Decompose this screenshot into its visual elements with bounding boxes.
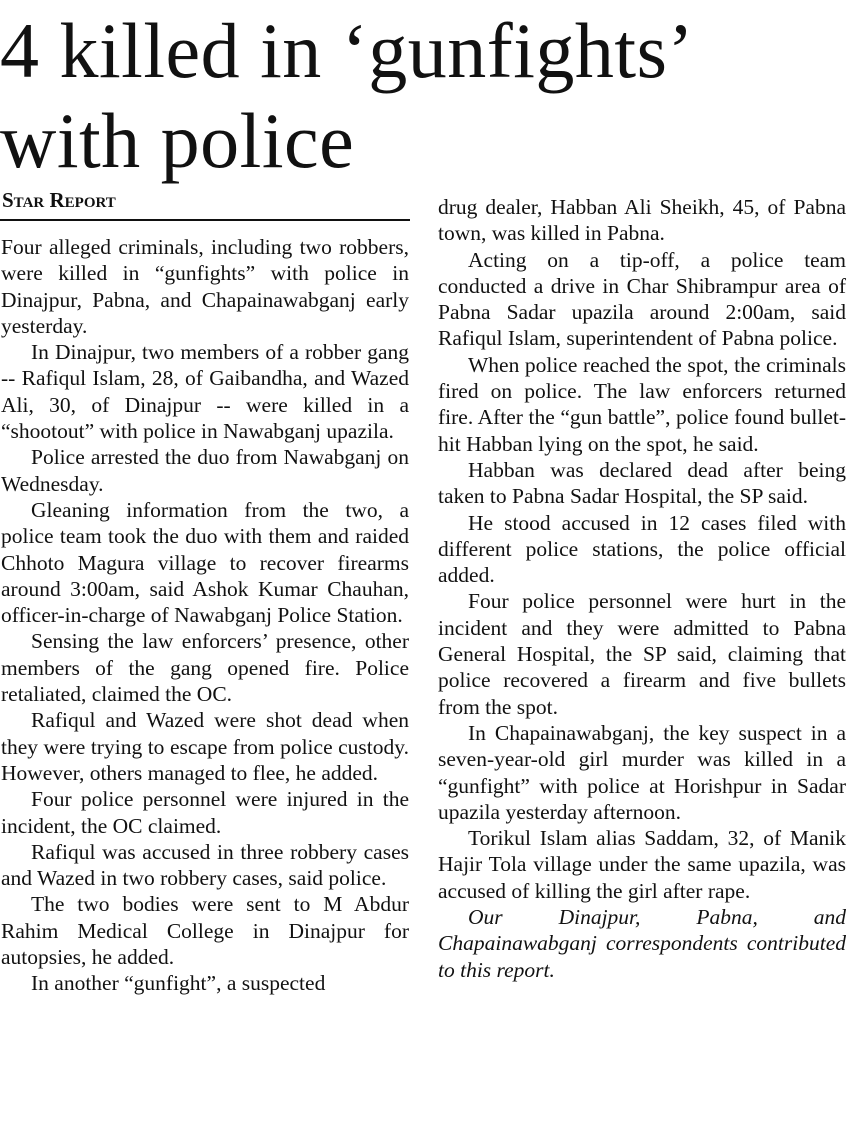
byline: Star Report <box>2 188 116 212</box>
paragraph: Four police personnel were injured in the incident, the OC claimed. <box>1 787 409 838</box>
contributor-credit: Our Dinajpur, Pabna, and Chapainawabganj correspondents contributed to this report. <box>438 905 846 982</box>
paragraph: When police reached the spot, the criminals fired on police. The law enforcers returned fire. After the “gun battle”, police found bullet-hit Habban lying on the spot, he said. <box>438 352 846 456</box>
paragraph: The two bodies were sent to M Abdur Rahim Medical College in Dinajpur for autopsies, he added. <box>1 892 409 970</box>
byline-rule <box>0 219 410 221</box>
paragraph: Gleaning information from the two, a police team took the duo with them and raided Chhoto Magura village to recover firearms around 3:00am, said Ashok Kumar Chauhan, officer-in-charge of Nawabganj Police Station. <box>1 497 409 628</box>
article-column-left <box>1 234 409 997</box>
paragraph: Four alleged criminals, including two robbers, were killed in “gunfights” with police in Dinajpur, Pabna, and Chapainawabganj early yesterday. <box>1 235 409 338</box>
paragraph-continued: drug dealer, Habban Ali Sheikh, 45, of Pabna town, was killed in Pabna. <box>438 195 846 246</box>
headline-line-2: with police <box>0 97 355 184</box>
paragraph: Habban was declared dead after being taken to Pabna Sadar Hospital, the SP said. <box>438 457 846 509</box>
article-column-right <box>438 194 846 983</box>
paragraph: Rafiqul was accused in three robbery cases and Wazed in two robbery cases, said police. <box>1 839 409 891</box>
paragraph: In Chapainawabganj, the key suspect in a seven-year-old girl murder was killed in a “gunfight” with police at Horishpur in Sadar upazila yesterday afternoon. <box>438 720 846 824</box>
paragraph: Police arrested the duo from Nawabganj on Wednesday. <box>1 445 409 496</box>
paragraph: Four police personnel were hurt in the incident and they were admitted to Pabna General Hospital, the SP said, claiming that police recovered a firearm and five bullets from the spot. <box>438 589 846 719</box>
paragraph: In Dinajpur, two members of a robber gang -- Rafiqul Islam, 28, of Gaibandha, and Wazed Ali, 30, of Dinajpur -- were killed in a “shootout” with police in Nawabganj upazila. <box>1 340 409 444</box>
paragraph: Acting on a tip-off, a police team conducted a drive in Char Shibrampur area of Pabna Sadar upazila around 2:00am, said Rafiqul Islam, superintendent of Pabna police. <box>438 247 846 351</box>
paragraph: Rafiqul and Wazed were shot dead when they were trying to escape from police custody. However, others managed to flee, he added. <box>1 708 409 785</box>
headline-line-1: 4 killed in ‘gunfights’ <box>0 7 694 94</box>
paragraph: Torikul Islam alias Saddam, 32, of Manik Hajir Tola village under the same upazila, was accused of killing the girl after rape. <box>438 826 846 903</box>
paragraph: Sensing the law enforcers’ presence, other members of the gang opened fire. Police retaliated, claimed the OC. <box>1 629 409 707</box>
paragraph: He stood accused in 12 cases filed with different police stations, the police official added. <box>438 510 846 588</box>
headline <box>0 6 848 186</box>
paragraph: In another “gunfight”, a suspected <box>31 971 326 996</box>
